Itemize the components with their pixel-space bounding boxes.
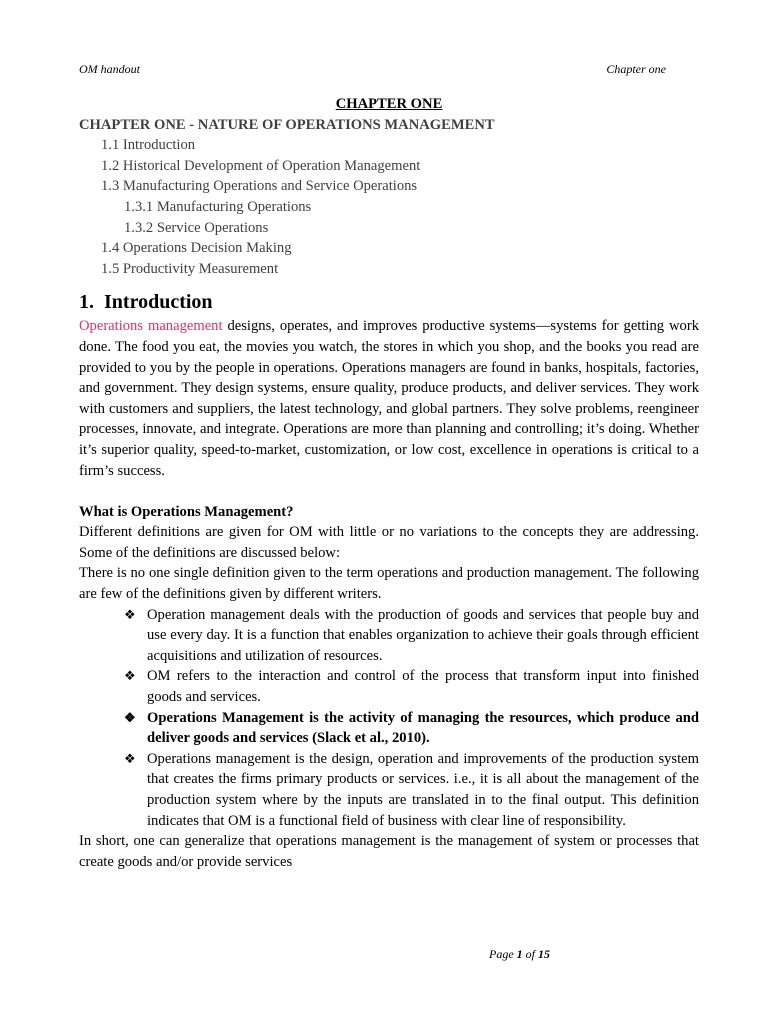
definition-paragraph: Different definitions are given for OM with little or no variations to the concepts they are addressing. Some of the definitions are discussed below: <box>79 524 699 561</box>
definition-paragraph: There is no one single definition given to the term operations and production management. The following are few of the definitions given by different writers. <box>79 565 699 603</box>
current-page-number: 1 <box>516 947 523 961</box>
toc-item: 1.3 Manufacturing Operations and Service Operations <box>101 178 418 195</box>
list-item-text: Operations management is the design, operation and improvements of the production system that creates the firms primary products or services. i.e., it is all about the management of the production system where by the inputs are translated in to the final output. This definition indicates that OM is a functional field of business with clear line of responsibility. <box>147 750 699 829</box>
list-item <box>79 605 699 667</box>
page-label: Page <box>489 947 514 961</box>
conclusion-paragraph: In short, one can generalize that operations management is the management of system or processes that create goods and/or provide services <box>79 833 699 870</box>
intro-paragraph <box>79 316 699 481</box>
toc-item: 1.1 Introduction <box>101 137 196 154</box>
table-of-contents <box>79 135 699 279</box>
total-pages-number: 15 <box>538 947 550 961</box>
diamond-bullet-icon: ❖ <box>124 750 136 766</box>
definition-list <box>79 605 699 832</box>
chapter-title: CHAPTER ONE <box>335 96 443 112</box>
toc-item: 1.5 Productivity Measurement <box>101 260 279 277</box>
header-left-text: OM handout <box>79 62 140 76</box>
list-item <box>79 749 699 831</box>
toc-item: 1.4 Operations Decision Making <box>101 240 292 257</box>
header-right-text: Chapter one <box>606 62 666 76</box>
toc-subitem: 1.3.2 Service Operations <box>124 219 269 236</box>
toc-item: 1.2 Historical Development of Operation Management <box>101 157 421 174</box>
chapter-subtitle: CHAPTER ONE - NATURE OF OPERATIONS MANAGEMENT <box>79 116 495 133</box>
list-item-text: OM refers to the interaction and control of the process that transform input into finished goods and services. <box>147 668 699 706</box>
list-item <box>79 666 699 707</box>
diamond-bullet-icon: ❖ <box>124 606 136 622</box>
diamond-bullet-icon: ❖ <box>124 668 136 684</box>
document-body <box>79 94 699 872</box>
list-item-text: Operations Management is the activity of managing the resources, which produce and deliver goods and services (Slack et al., 2010). <box>147 709 699 747</box>
page-footer <box>489 946 550 962</box>
intro-text: designs, operates, and improves productive systems—systems for getting work done. The food you eat, the movies you watch, the stores in which you shop, and the books you read are provided to you by the people in operations. Operations managers are found in banks, hospitals, factories, and government. They design systems, ensure quality, produce products, and deliver services. They work with customers and suppliers, the latest technology, and global partners. They solve problems, reengineer processes, innovate, and integrate. Operations are more than planning and controlling; it’s doing. Whether it’s superior quality, speed-to-market, customization, or low cost, excellence in operations is critical to a firm’s success. <box>79 318 699 479</box>
subheading: What is Operations Management? <box>79 503 294 520</box>
list-item <box>79 708 699 749</box>
diamond-bullet-icon: ❖ <box>124 709 136 725</box>
list-item-text: Operation management deals with the production of goods and services that people buy and use every day. It is a function that enables organization to achieve their goals through efficient acquisitions and utilization of resources. <box>147 606 699 664</box>
section-heading: 1. Introduction <box>79 291 213 314</box>
of-label: of <box>525 947 535 961</box>
toc-subitem: 1.3.1 Manufacturing Operations <box>124 198 312 215</box>
spacer <box>79 481 699 502</box>
highlighted-term: Operations management <box>79 318 223 335</box>
